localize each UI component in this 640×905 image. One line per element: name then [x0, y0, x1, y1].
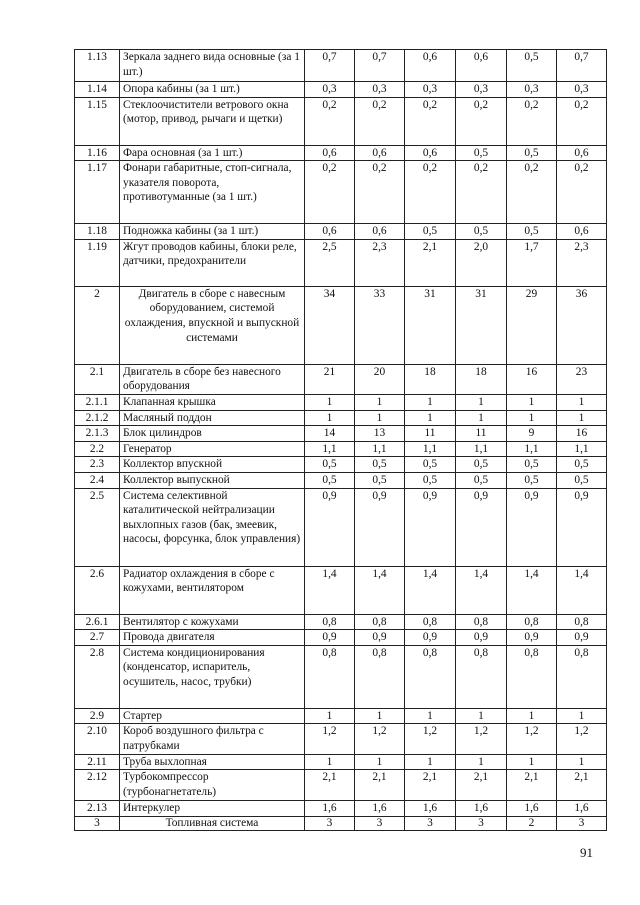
value-cell: 36: [557, 286, 607, 364]
value-cell: 34: [305, 286, 355, 364]
table-row: [75, 410, 607, 426]
value-cell: 0,8: [456, 614, 507, 630]
value-cell: 0,8: [305, 645, 355, 708]
value-cell: 2,1: [557, 770, 607, 801]
value-cell: 1: [456, 708, 507, 724]
component-name: Зеркала заднего вида основные (за 1 шт.): [120, 50, 305, 82]
value-cell: 0,9: [557, 630, 607, 646]
value-cell: 1,1: [405, 441, 456, 457]
row-number: 1.19: [75, 239, 120, 286]
value-cell: 0,8: [507, 614, 557, 630]
row-number: 1.13: [75, 50, 120, 82]
value-cell: 0,6: [405, 145, 456, 161]
value-cell: 0,8: [557, 614, 607, 630]
value-cell: 0,6: [355, 224, 405, 240]
value-cell: 2,3: [355, 239, 405, 286]
value-cell: 0,8: [405, 614, 456, 630]
table-row: [75, 97, 607, 145]
table-row: [75, 645, 607, 708]
row-number: 2.13: [75, 801, 120, 817]
row-number: 2.12: [75, 770, 120, 801]
value-cell: 1,6: [557, 801, 607, 817]
value-cell: 33: [355, 286, 405, 364]
value-cell: 0,9: [355, 630, 405, 646]
value-cell: 0,3: [456, 82, 507, 98]
value-cell: 0,9: [355, 488, 405, 566]
value-cell: 0,5: [456, 472, 507, 488]
row-number: 1.15: [75, 97, 120, 145]
table-row: [75, 614, 607, 630]
value-cell: 0,6: [305, 145, 355, 161]
value-cell: 0,8: [405, 645, 456, 708]
component-name: Жгут проводов кабины, блоки реле, датчики, предохранители: [120, 239, 305, 286]
value-cell: 16: [507, 364, 557, 394]
value-cell: 3: [557, 816, 607, 830]
value-cell: 2,1: [355, 770, 405, 801]
value-cell: 1,4: [355, 566, 405, 614]
table-row: [75, 816, 607, 830]
value-cell: 0,6: [355, 145, 405, 161]
value-cell: 0,2: [456, 97, 507, 145]
row-number: 2.4: [75, 472, 120, 488]
value-cell: 0,7: [557, 50, 607, 82]
value-cell: 1,6: [305, 801, 355, 817]
value-cell: 0,9: [456, 488, 507, 566]
value-cell: 0,9: [557, 488, 607, 566]
value-cell: 0,5: [305, 472, 355, 488]
value-cell: 0,9: [305, 630, 355, 646]
value-cell: 1: [405, 708, 456, 724]
row-number: 2.6.1: [75, 614, 120, 630]
value-cell: 1: [456, 410, 507, 426]
value-cell: 1: [557, 708, 607, 724]
component-name: Блок цилиндров: [120, 426, 305, 442]
value-cell: 0,5: [355, 472, 405, 488]
row-number: 2.5: [75, 488, 120, 566]
component-name: Клапанная крышка: [120, 394, 305, 410]
row-number: 2.7: [75, 630, 120, 646]
row-number: 2.2: [75, 441, 120, 457]
value-cell: 0,6: [557, 224, 607, 240]
value-cell: 3: [405, 816, 456, 830]
value-cell: 20: [355, 364, 405, 394]
value-cell: 13: [355, 426, 405, 442]
page-number: 91: [580, 845, 593, 860]
value-cell: 1: [355, 410, 405, 426]
value-cell: 0,2: [405, 161, 456, 224]
value-cell: 1: [305, 708, 355, 724]
value-cell: 1,1: [557, 441, 607, 457]
value-cell: 0,9: [456, 630, 507, 646]
value-cell: 0,2: [305, 97, 355, 145]
table-row: [75, 441, 607, 457]
value-cell: 0,5: [507, 145, 557, 161]
row-number: 1.16: [75, 145, 120, 161]
row-number: 2.1.3: [75, 426, 120, 442]
value-cell: 9: [507, 426, 557, 442]
table-row: [75, 394, 607, 410]
value-cell: 1: [557, 754, 607, 770]
value-cell: 1,6: [507, 801, 557, 817]
value-cell: 0,2: [405, 97, 456, 145]
table-row: [75, 224, 607, 240]
value-cell: 1: [557, 394, 607, 410]
value-cell: 0,5: [507, 224, 557, 240]
value-cell: 0,5: [456, 145, 507, 161]
value-cell: 0,2: [355, 97, 405, 145]
value-cell: 0,2: [305, 161, 355, 224]
table-row: [75, 50, 607, 82]
value-cell: 3: [305, 816, 355, 830]
value-cell: 2,1: [305, 770, 355, 801]
value-cell: 21: [305, 364, 355, 394]
value-cell: 0,2: [355, 161, 405, 224]
component-name: Двигатель в сборе с навесным оборудованием, системой охлаждения, впускной и выпускной системами: [120, 286, 305, 364]
value-cell: 11: [456, 426, 507, 442]
component-name: Фара основная (за 1 шт.): [120, 145, 305, 161]
value-cell: 1: [305, 410, 355, 426]
row-number: 2.6: [75, 566, 120, 614]
value-cell: 0,5: [355, 457, 405, 473]
value-cell: 1,1: [507, 441, 557, 457]
value-cell: 1,7: [507, 239, 557, 286]
row-number: 1.14: [75, 82, 120, 98]
value-cell: 0,9: [507, 630, 557, 646]
value-cell: 1,2: [305, 724, 355, 754]
value-cell: 2,1: [405, 770, 456, 801]
value-cell: 1,2: [456, 724, 507, 754]
value-cell: 16: [557, 426, 607, 442]
value-cell: 1: [405, 410, 456, 426]
component-name: Масляный поддон: [120, 410, 305, 426]
value-cell: 1,1: [305, 441, 355, 457]
table-row: [75, 161, 607, 224]
value-cell: 2,0: [456, 239, 507, 286]
component-name: Коллектор выпускной: [120, 472, 305, 488]
value-cell: 1,2: [557, 724, 607, 754]
value-cell: 1,2: [405, 724, 456, 754]
value-cell: 1: [305, 754, 355, 770]
value-cell: 0,8: [456, 645, 507, 708]
value-cell: 2,3: [557, 239, 607, 286]
value-cell: 2,1: [507, 770, 557, 801]
value-cell: 11: [405, 426, 456, 442]
table-row: [75, 488, 607, 566]
table-row: [75, 457, 607, 473]
value-cell: 0,3: [557, 82, 607, 98]
value-cell: 0,2: [507, 97, 557, 145]
value-cell: 1,4: [456, 566, 507, 614]
value-cell: 1,1: [355, 441, 405, 457]
value-cell: 2: [507, 816, 557, 830]
value-cell: 0,6: [305, 224, 355, 240]
component-name: Подножка кабины (за 1 шт.): [120, 224, 305, 240]
value-cell: 2,1: [456, 770, 507, 801]
value-cell: 1,4: [405, 566, 456, 614]
component-name: Провода двигателя: [120, 630, 305, 646]
value-cell: 1,6: [405, 801, 456, 817]
value-cell: 0,5: [405, 224, 456, 240]
component-name: Короб воздушного фильтра с патрубками: [120, 724, 305, 754]
value-cell: 1: [507, 410, 557, 426]
value-cell: 0,8: [507, 645, 557, 708]
value-cell: 1: [405, 394, 456, 410]
specification-table: [74, 49, 607, 831]
value-cell: 0,5: [405, 472, 456, 488]
value-cell: 14: [305, 426, 355, 442]
value-cell: 2,5: [305, 239, 355, 286]
value-cell: 3: [355, 816, 405, 830]
row-number: 2.3: [75, 457, 120, 473]
value-cell: 1,4: [507, 566, 557, 614]
value-cell: 18: [405, 364, 456, 394]
table-body: [75, 50, 607, 831]
component-name: Труба выхлопная: [120, 754, 305, 770]
value-cell: 1,6: [355, 801, 405, 817]
row-number: 2.1.1: [75, 394, 120, 410]
value-cell: 0,8: [305, 614, 355, 630]
value-cell: 1: [456, 754, 507, 770]
table-row: [75, 708, 607, 724]
table-row: [75, 239, 607, 286]
component-name: Опора кабины (за 1 шт.): [120, 82, 305, 98]
value-cell: 31: [456, 286, 507, 364]
value-cell: 1,6: [456, 801, 507, 817]
value-cell: 1,4: [557, 566, 607, 614]
value-cell: 0,3: [305, 82, 355, 98]
value-cell: 0,5: [507, 50, 557, 82]
value-cell: 0,9: [507, 488, 557, 566]
value-cell: 0,8: [355, 645, 405, 708]
value-cell: 0,9: [405, 630, 456, 646]
value-cell: 0,2: [557, 97, 607, 145]
value-cell: 2,1: [405, 239, 456, 286]
value-cell: 1: [355, 394, 405, 410]
table-row: [75, 145, 607, 161]
value-cell: 1: [507, 708, 557, 724]
table-row: [75, 801, 607, 817]
component-name: Вентилятор с кожухами: [120, 614, 305, 630]
row-number: 2: [75, 286, 120, 364]
value-cell: 0,5: [305, 457, 355, 473]
value-cell: 0,5: [507, 472, 557, 488]
row-number: 2.1: [75, 364, 120, 394]
component-name: Фонари габаритные, стоп-сигнала, указателя поворота, противотуманные (за 1 шт.): [120, 161, 305, 224]
value-cell: 0,8: [355, 614, 405, 630]
value-cell: 0,6: [405, 50, 456, 82]
row-number: 2.9: [75, 708, 120, 724]
row-number: 2.8: [75, 645, 120, 708]
table-row: [75, 566, 607, 614]
value-cell: 0,2: [456, 161, 507, 224]
value-cell: 0,9: [405, 488, 456, 566]
value-cell: 1: [405, 754, 456, 770]
component-name: Стеклоочистители ветрового окна (мотор, привод, рычаги и щетки): [120, 97, 305, 145]
value-cell: 1: [355, 708, 405, 724]
component-name: Двигатель в сборе без навесного оборудования: [120, 364, 305, 394]
value-cell: 0,5: [456, 224, 507, 240]
value-cell: 31: [405, 286, 456, 364]
value-cell: 1,4: [305, 566, 355, 614]
row-number: 1.18: [75, 224, 120, 240]
value-cell: 0,8: [557, 645, 607, 708]
table-row: [75, 770, 607, 801]
value-cell: 0,7: [355, 50, 405, 82]
component-name: Коллектор впускной: [120, 457, 305, 473]
value-cell: 1: [355, 754, 405, 770]
value-cell: 0,7: [305, 50, 355, 82]
row-number: 1.17: [75, 161, 120, 224]
value-cell: 0,6: [557, 145, 607, 161]
component-name: Радиатор охлаждения в сборе с кожухами, вентилятором: [120, 566, 305, 614]
value-cell: 1: [507, 754, 557, 770]
component-name: Система селективной каталитической нейтрализации выхлопных газов (бак, змеевик, насосы, форсунка, блок управления): [120, 488, 305, 566]
value-cell: 23: [557, 364, 607, 394]
value-cell: 29: [507, 286, 557, 364]
value-cell: 0,3: [405, 82, 456, 98]
table-row: [75, 724, 607, 754]
value-cell: 1: [557, 410, 607, 426]
value-cell: 1: [305, 394, 355, 410]
value-cell: 0,5: [405, 457, 456, 473]
component-name: Генератор: [120, 441, 305, 457]
table-row: [75, 472, 607, 488]
row-number: 2.10: [75, 724, 120, 754]
row-number: 2.11: [75, 754, 120, 770]
value-cell: 0,5: [557, 457, 607, 473]
component-name: Турбокомпрессор (турбонагнетатель): [120, 770, 305, 801]
row-number: 3: [75, 816, 120, 830]
value-cell: 0,3: [355, 82, 405, 98]
value-cell: 0,2: [507, 161, 557, 224]
value-cell: 0,6: [456, 50, 507, 82]
component-name: Система кондиционирования (конденсатор, испаритель, осушитель, насос, трубки): [120, 645, 305, 708]
table-row: [75, 286, 607, 364]
value-cell: 0,5: [456, 457, 507, 473]
table-row: [75, 630, 607, 646]
component-name: Интеркулер: [120, 801, 305, 817]
value-cell: 0,3: [507, 82, 557, 98]
value-cell: 1,2: [507, 724, 557, 754]
value-cell: 1: [507, 394, 557, 410]
table-row: [75, 364, 607, 394]
component-name: Стартер: [120, 708, 305, 724]
value-cell: 0,5: [507, 457, 557, 473]
value-cell: 1: [456, 394, 507, 410]
value-cell: 0,9: [305, 488, 355, 566]
row-number: 2.1.2: [75, 410, 120, 426]
table-row: [75, 754, 607, 770]
value-cell: 0,5: [557, 472, 607, 488]
value-cell: 0,2: [557, 161, 607, 224]
value-cell: 3: [456, 816, 507, 830]
value-cell: 18: [456, 364, 507, 394]
value-cell: 1,1: [456, 441, 507, 457]
component-name: Топливная система: [120, 816, 305, 830]
table-row: [75, 82, 607, 98]
value-cell: 1,2: [355, 724, 405, 754]
table-row: [75, 426, 607, 442]
